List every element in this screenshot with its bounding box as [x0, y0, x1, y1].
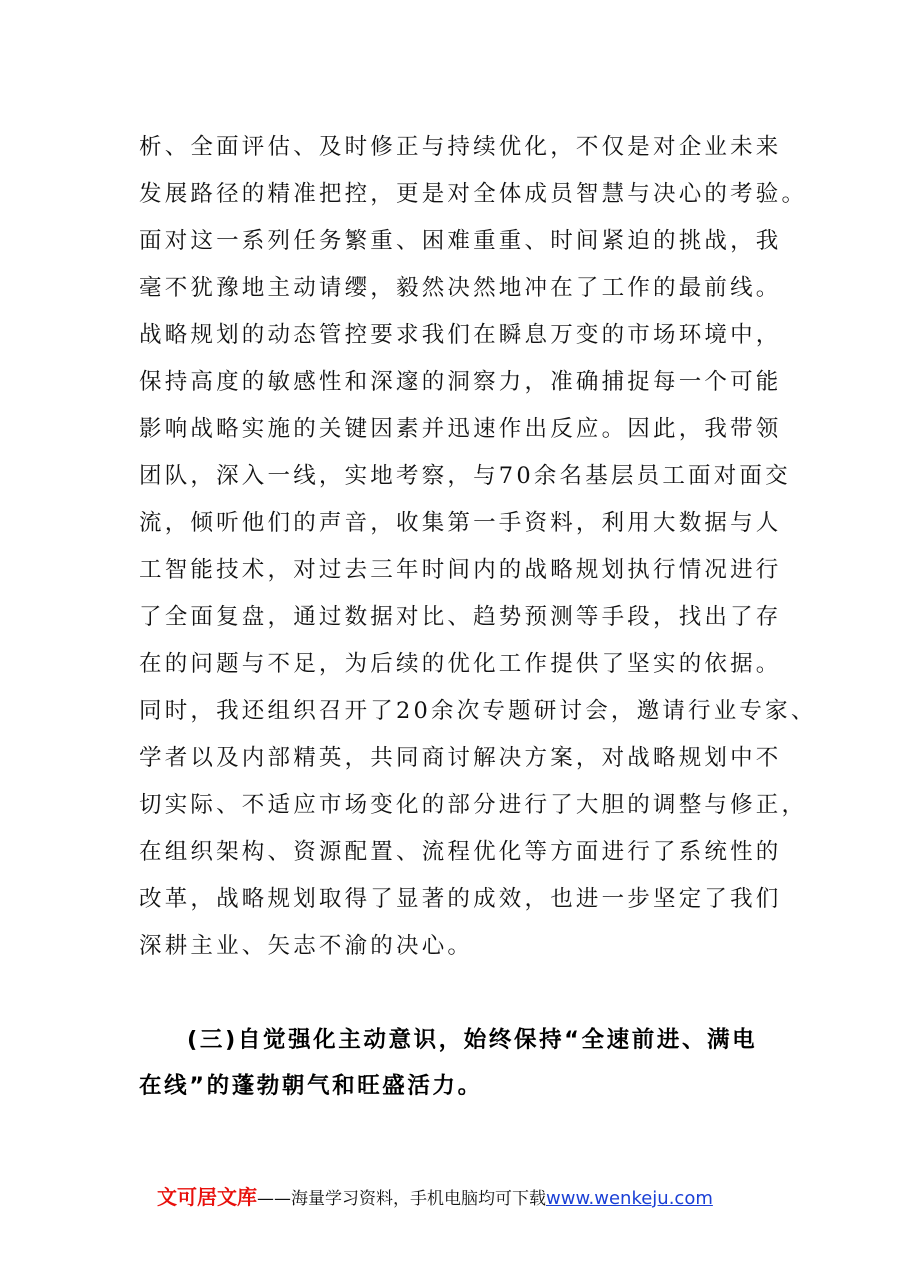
- heading-line: 在线”的蓬勃朝气和旺盛活力。: [139, 1073, 483, 1099]
- footer-tagline: ——海量学习资料，手机电脑均可下载: [257, 1189, 546, 1209]
- body-line: 改革，战略规划取得了显著的成效，也进一步坚定了我们: [139, 886, 782, 912]
- body-line: 工智能技术，对过去三年时间内的战略规划执行情况进行: [139, 557, 782, 583]
- heading-line: (三)自觉强化主动意识，始终保持“全速前进、满电: [187, 1027, 758, 1053]
- body-line: 团队，深入一线，实地考察，与70余名基层员工面对面交: [139, 463, 791, 489]
- body-line: 面对这一系列任务繁重、困难重重、时间紧迫的挑战，我: [139, 228, 782, 254]
- footer-link[interactable]: www.wenkeju.com: [546, 1188, 713, 1209]
- body-line: 毫不犹豫地主动请缨，毅然决然地冲在了工作的最前线。: [139, 275, 782, 301]
- body-line: 同时，我还组织召开了20余次专题研讨会，邀请行业专家、: [139, 698, 817, 724]
- body-line: 在的问题与不足，为后续的优化工作提供了坚实的依据。: [139, 651, 782, 677]
- page-footer: [157, 1180, 713, 1214]
- body-line: 切实际、不适应市场变化的部分进行了大胆的调整与修正，: [139, 792, 808, 818]
- body-line: 保持高度的敏感性和深邃的洞察力，准确捕捉每一个可能: [139, 369, 782, 395]
- body-line: 流，倾听他们的声音，收集第一手资料，利用大数据与人: [139, 510, 782, 536]
- body-line: 在组织架构、资源配置、流程优化等方面进行了系统性的: [139, 839, 782, 865]
- body-line: 析、全面评估、及时修正与持续优化，不仅是对企业未来: [139, 134, 782, 160]
- body-line: 深耕主业、矢志不渝的决心。: [139, 933, 474, 959]
- body-line: 战略规划的动态管控要求我们在瞬息万变的市场环境中，: [139, 322, 782, 348]
- body-line: 影响战略实施的关键因素并迅速作出反应。因此，我带领: [139, 416, 782, 442]
- body-paragraph: [139, 124, 817, 970]
- body-line: 学者以及内部精英，共同商讨解决方案，对战略规划中不: [139, 745, 782, 771]
- body-line: 发展路径的精准把控，更是对全体成员智慧与决心的考验。: [139, 181, 808, 207]
- section-heading: [139, 1017, 779, 1109]
- footer-brand: 文可居文库: [157, 1185, 257, 1209]
- body-line: 了全面复盘，通过数据对比、趋势预测等手段，找出了存: [139, 604, 782, 630]
